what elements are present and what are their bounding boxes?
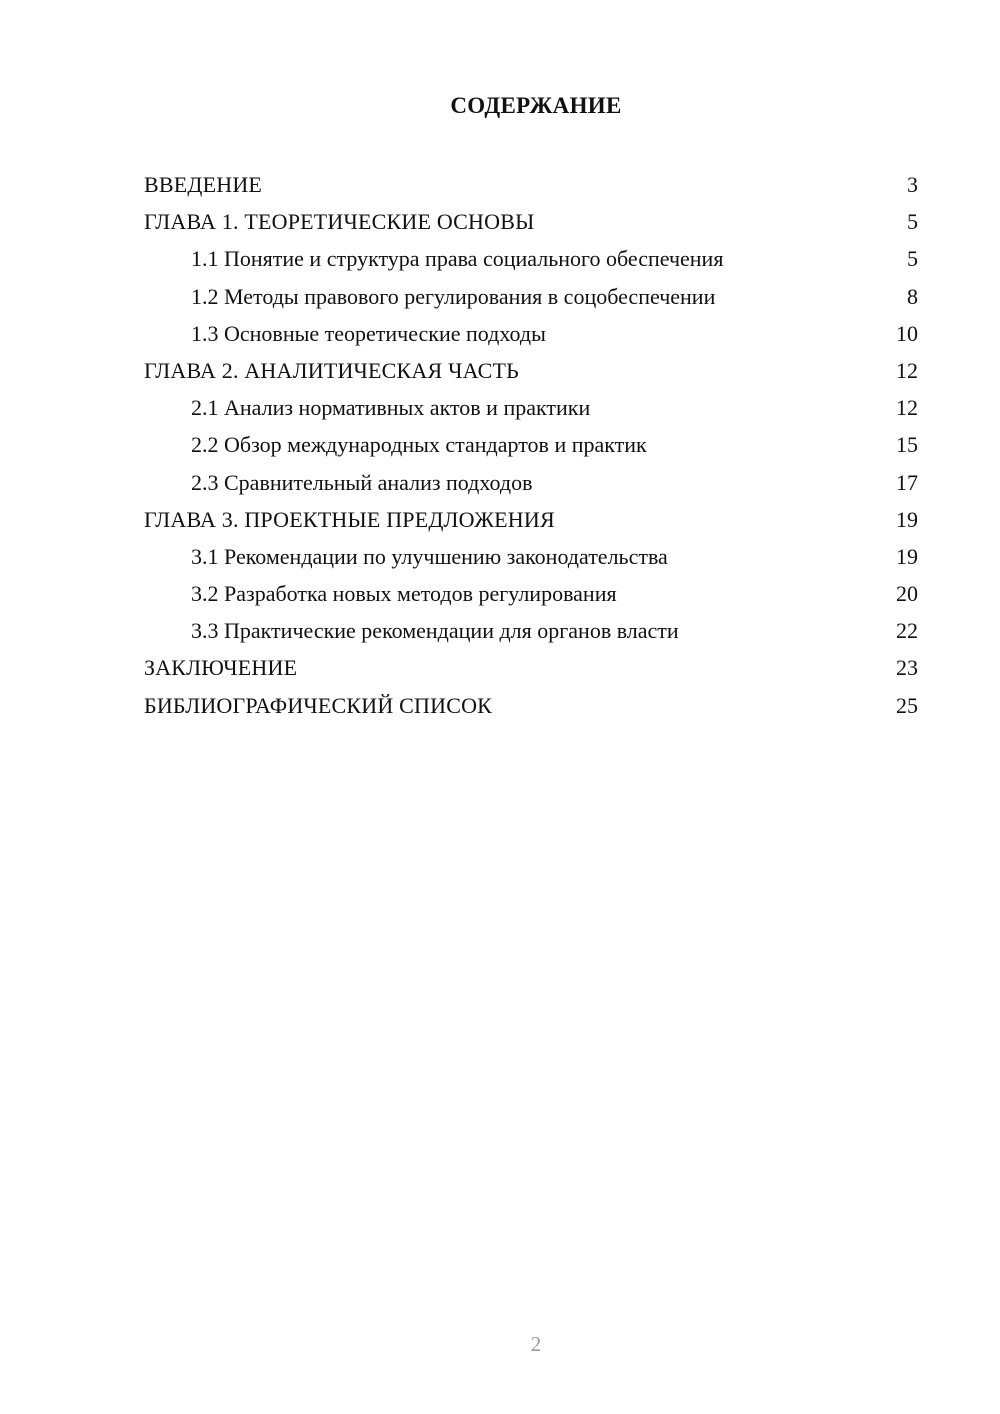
toc-entry-section-1-3[interactable] [144,317,918,354]
toc-entry-label: 3.1 Рекомендации по улучшению законодательства [191,543,668,569]
toc-entry-page: 15 [896,432,918,458]
toc-entry-label: ЗАКЛЮЧЕНИЕ [144,655,298,681]
toc-entry-label: 1.3 Основные теоретические подходы [191,320,546,346]
toc-entry-label: ГЛАВА 1. ТЕОРЕТИЧЕСКИЕ ОСНОВЫ [144,209,535,235]
toc-entry-label: 1.2 Методы правового регулирования в соцобеспечении [191,283,716,309]
toc-entry-chapter-1[interactable] [144,205,918,242]
toc-entry-page: 3 [907,172,918,197]
table-of-contents [144,168,918,726]
toc-entry-page: 19 [896,506,918,532]
toc-entry-introduction[interactable] [144,168,918,205]
toc-entry-page: 17 [896,469,918,495]
page-number: 2 [530,1332,542,1356]
toc-entry-bibliography[interactable] [144,689,918,726]
toc-entry-section-3-2[interactable] [144,577,918,614]
toc-entry-label: ГЛАВА 2. АНАЛИТИЧЕСКАЯ ЧАСТЬ [144,357,519,383]
toc-entry-section-2-1[interactable] [144,391,918,428]
toc-entry-page: 12 [896,357,918,383]
toc-entry-label: ВВЕДЕНИЕ [144,172,263,197]
toc-entry-label: БИБЛИОГРАФИЧЕСКИЙ СПИСОК [144,692,493,718]
toc-entry-section-3-3[interactable] [144,614,918,651]
toc-entry-label: 2.3 Сравнительный анализ подходов [191,469,533,495]
toc-entry-label: 2.1 Анализ нормативных актов и практики [191,395,591,421]
toc-entry-page: 8 [907,283,918,309]
toc-entry-page: 5 [907,246,918,272]
toc-entry-conclusion[interactable] [144,651,918,688]
toc-entry-page: 23 [896,655,918,681]
toc-entry-label: 2.2 Обзор международных стандартов и практик [191,432,647,458]
toc-entry-label: ГЛАВА 3. ПРОЕКТНЫЕ ПРЕДЛОЖЕНИЯ [144,506,555,532]
toc-entry-page: 12 [896,395,918,421]
toc-entry-label: 3.3 Практические рекомендации для органов власти [191,618,679,644]
toc-title: СОДЕРЖАНИЕ [450,93,622,118]
toc-entry-chapter-2[interactable] [144,354,918,391]
toc-entry-label: 1.1 Понятие и структура права социального обеспечения [191,246,724,272]
toc-entry-page: 25 [896,692,918,718]
toc-entry-chapter-3[interactable] [144,503,918,540]
toc-entry-section-2-3[interactable] [144,466,918,503]
toc-entry-section-3-1[interactable] [144,540,918,577]
toc-entry-page: 19 [896,543,918,569]
toc-entry-section-1-2[interactable] [144,280,918,317]
toc-entry-page: 5 [907,209,918,235]
toc-entry-page: 22 [896,618,918,644]
toc-entry-label: 3.2 Разработка новых методов регулирования [191,581,617,607]
toc-entry-page: 10 [896,320,918,346]
toc-entry-page: 20 [896,581,918,607]
toc-entry-section-2-2[interactable] [144,428,918,465]
toc-entry-section-1-1[interactable] [144,242,918,279]
